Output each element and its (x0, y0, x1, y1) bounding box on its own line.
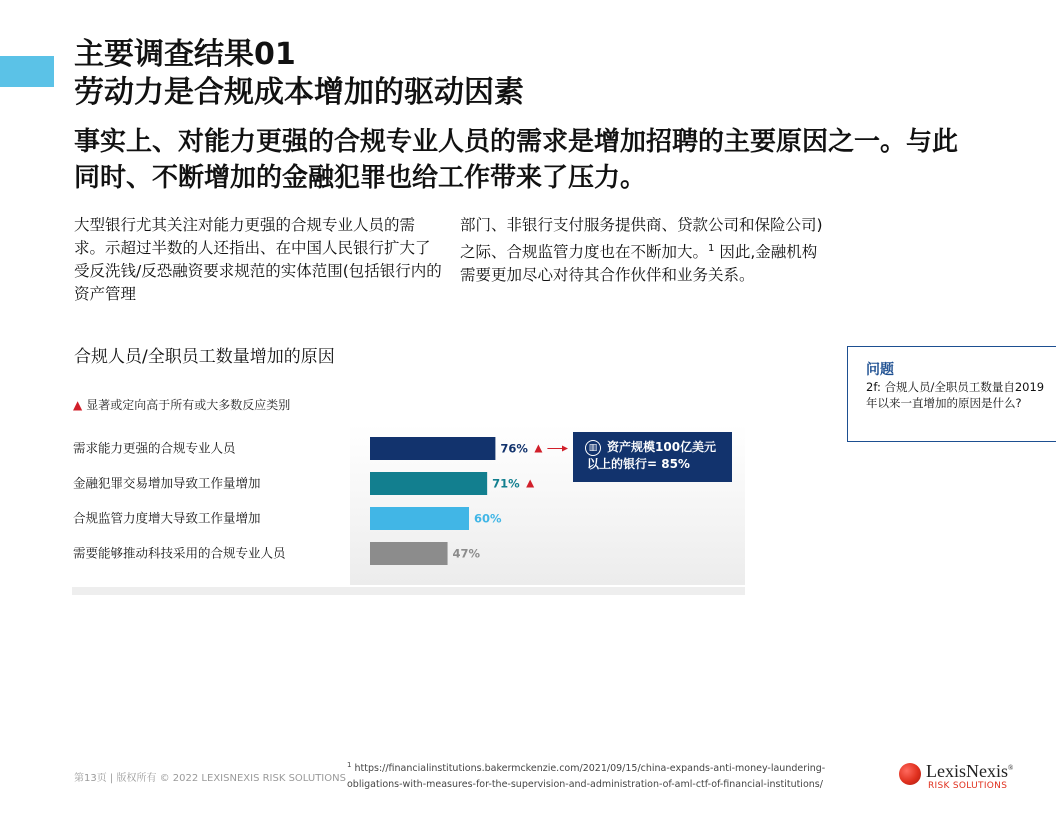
body-text-left: 大型银行尤其关注对能力更强的合规专业人员的需求。示超过半数的人还指出、在中国人民银行扩大了受反洗钱/反恐融资要求规范的实体范围(包括银行内的资产管理 (74, 216, 442, 303)
footnote-ref: 1 (708, 243, 715, 254)
bar (370, 542, 448, 565)
callout-box (573, 432, 732, 482)
bar (370, 507, 469, 530)
footer-page-info: 第13页 | 版权所有 © 2022 LEXISNEXIS RISK SOLUTIONS (74, 773, 346, 784)
lexisnexis-logo (899, 761, 1029, 793)
logo-name: LexisNexis (926, 761, 1008, 781)
value-label: 60% (474, 511, 502, 526)
page-subtitle: 事实上、对能力更强的合规专业人员的需求是增加招聘的主要原因之一。与此同时、不断增加的金融犯罪也给工作带来了压力。 (74, 127, 959, 193)
value-label: 71% (492, 476, 520, 491)
footnote-url: https://financialinstitutions.bakermckenzie.com/2021/09/15/china-expands-anti-money-laundering-obligations-with-measures-for-the-supervision-and-administration-of-aml-ctf-of-financial-institutions/ (347, 763, 826, 791)
significance-marker (534, 445, 542, 453)
title-line-2: 劳动力是合规成本增加的驱动因素 (74, 75, 524, 110)
significance-marker-icon: ▲ (73, 398, 83, 412)
question-title: 问题 (866, 362, 894, 378)
question-box (847, 346, 1056, 442)
callout-text: 资产规模100亿美元以上的银行= 85% (587, 440, 717, 471)
body-text-right-2: 因此,金融机构需要更加尽心对待其合作伙伴和业务关系。 (460, 243, 818, 285)
legend-note-text: 显著或定向高于所有或大多数反应类别 (86, 398, 291, 412)
category-label: 金融犯罪交易增加导致工作量增加 (73, 475, 261, 491)
footnote-number: 1 (347, 761, 352, 769)
bar (370, 437, 495, 460)
category-label: 需求能力更强的合规专业人员 (73, 440, 236, 456)
logo-wordmark (926, 761, 1013, 782)
bank-icon: ▥ (585, 440, 601, 456)
logo-subtitle: RISK SOLUTIONS (928, 781, 1008, 791)
footnote (347, 757, 827, 793)
significance-marker (526, 480, 534, 488)
title-line-1: 主要调查结果01 (74, 37, 296, 72)
bar (370, 472, 487, 495)
value-label: 76% (500, 441, 528, 456)
category-label: 需要能够推动科技采用的合规专业人员 (73, 545, 286, 561)
body-text-right-1: 部门、非银行支付服务提供商、贷款公司和保险公司)之际、合规监管力度也在不断加大。 (460, 216, 823, 262)
question-text: 2f: 合规人员/全职员工数量自2019年以来一直增加的原因是什么? (866, 380, 1045, 410)
callout-arrow-head (562, 446, 568, 452)
category-label: 合规监管力度增大导致工作量增加 (73, 510, 261, 526)
logo-mark-icon (899, 763, 921, 785)
logo-reg: ® (1007, 764, 1014, 772)
chart-title: 合规人员/全职员工数量增加的原因 (74, 347, 335, 367)
value-label: 47% (452, 546, 481, 561)
